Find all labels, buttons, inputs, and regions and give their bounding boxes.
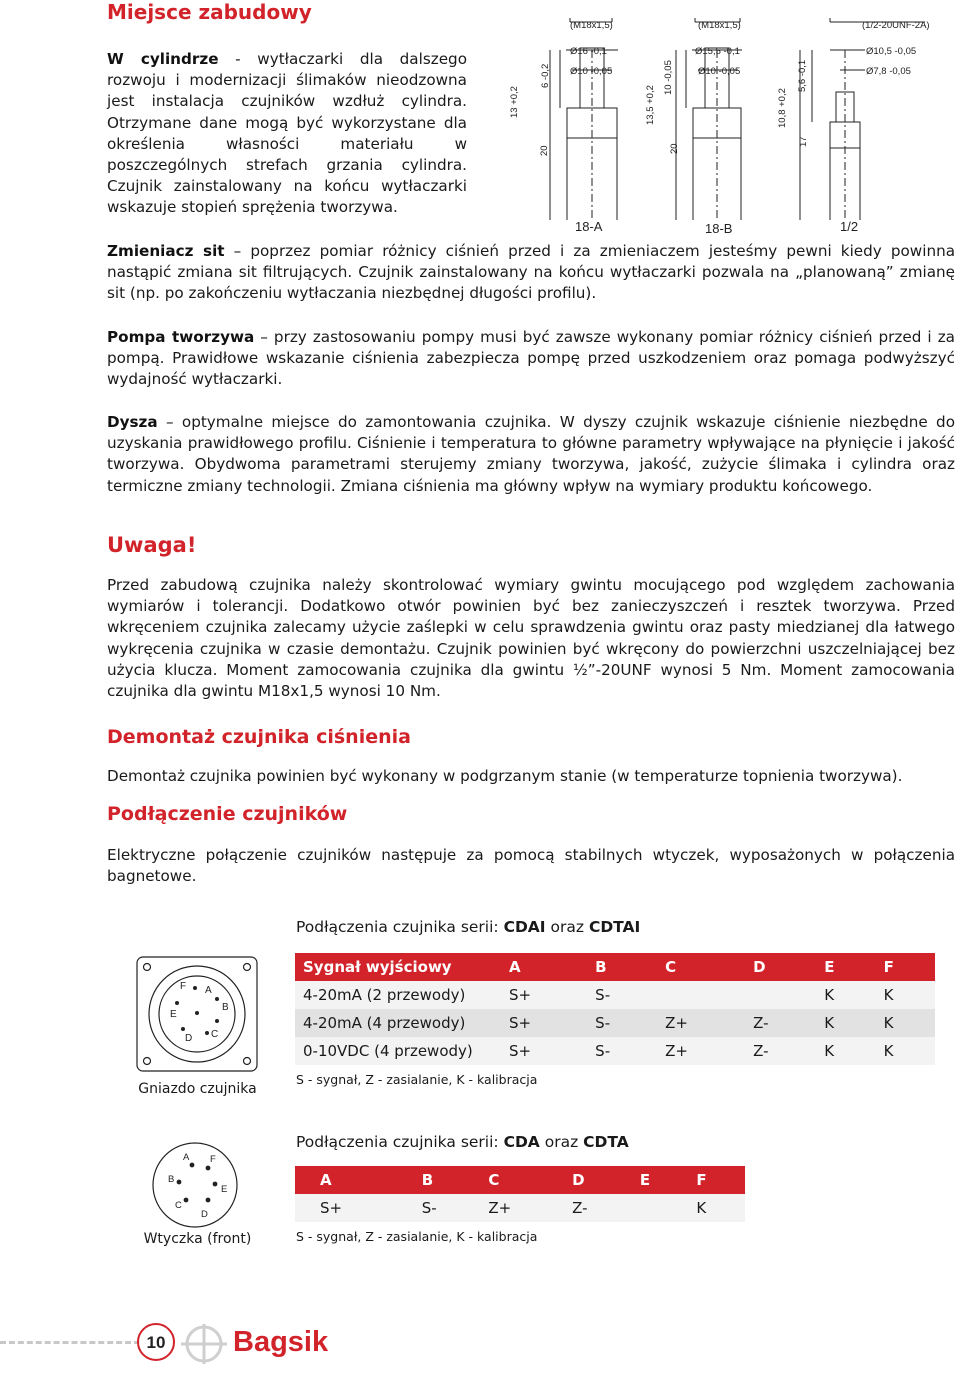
socket-pin-a: A [205,985,212,996]
table1-note: S - sygnał, Z - zasialanie, K - kalibracja [296,1072,538,1087]
s1-dim-body: 20 [539,145,550,156]
s2-dim-len: 13,5 +0,2 [645,85,656,125]
s3-dim-body: 17 [798,136,809,147]
table-cell: 0-10VDC (4 przewody) [295,1037,501,1065]
table-cell [632,1194,689,1222]
connection-table-2 [295,1166,745,1222]
table-cell: S+ [501,981,587,1009]
s1-dim-top: 6 -0,2 [540,63,551,88]
table1-header-row [295,953,935,981]
s3-dia-outer: Ø10,5 -0,05 [866,46,917,57]
table-cell: K [816,1037,875,1065]
socket-pin-b: B [222,1002,229,1013]
table2-header: B [414,1166,481,1194]
plug-pin-e: E [221,1184,228,1195]
warning-heading: Uwaga! [107,533,197,557]
table2-title-mid: oraz [539,1133,584,1151]
table-cell: S+ [295,1194,414,1222]
table-cell: S- [587,1009,657,1037]
plug-pin-a: A [183,1152,190,1163]
s3-dim-len: 10,8 +0,2 [777,88,788,128]
socket-pin-d: D [185,1033,193,1044]
warning-text: Przed zabudową czujnika należy skontrolować wymiary gwintu mocującego pod względem zachowania wymiarów i tolerancji. Dodatkowo otwór powinien być bez zanieczyszczeń i resztek tworzywa. Przed wkręceniem czujnika zalecamy użycie zaślepki w celu sprawdzenia gwintu oraz pasty miedzianej dla łatwego wykręcenia czujnika w czasie demontażu. Czujnik powinien być wkręcony do powierzchni uszczelniającej bez użycia klucza. Moment zamocowania czujnika dla gwintu ½”-20UNF wynosi 5 Nm. Moment zamocowania czujnika dla gwintu M18x1,5 wynosi 10 Nm. [107,576,955,701]
sensor-drawings [500,10,940,245]
table-cell [745,981,816,1009]
socket-pin-c: C [211,1029,219,1040]
footer-divider [0,1341,140,1344]
brand-logo: Bagsik [233,1326,329,1358]
table1-header: D [745,953,816,981]
s3-dia-inner: Ø7,8 -0,05 [866,66,911,77]
p3-text: – optymalne miejsce do zamontowania czujnika. W dyszy czujnik wskazuje ciśnienie niezbędne do uzyskania prawidłowego profilu. Ciśnienie i temperatura to główne parametry wpływające na płynięcie i jakość tworzywa. Obydwoma parametrami sterujemy zmiany tworzywa, jakość, zużycie ślimaka i cylindra oraz termiczne zmiany technologii. Zmiana ciśnienia ma główny wpływ na wymiary produktu końcowego. [107,413,955,495]
intro-bold: W cylindrze [107,50,219,68]
table1-header: F [876,953,935,981]
table-cell: 4-20mA (2 przewody) [295,981,501,1009]
table2-header: C [480,1166,564,1194]
plug-diagram [150,1140,240,1230]
p2-text: – przy zastosowaniu pompy musi być zawsze wykonany pomiar różnicy ciśnień przed i za pompą. Prawidłowe wskazanie ciśnienia zabezpiecza pompę przed uszkodzeniem oraz pomaga podwyższyć wydajność wytłaczarki. [107,328,955,389]
table2-header: E [632,1166,689,1194]
table2-title-b: CDTA [583,1133,629,1151]
p3-bold: Dysza [107,413,158,431]
table2-note: S - sygnał, Z - zasialanie, K - kalibracja [296,1229,538,1244]
table-cell: S- [587,981,657,1009]
s3-dim-top: 5,6 -0,1 [797,59,808,92]
s2-dim-body: 20 [669,143,680,154]
table-cell: S+ [501,1037,587,1065]
table-cell: Z+ [657,1037,745,1065]
p2-bold: Pompa tworzywa [107,328,255,346]
table1-title-mid: oraz [545,918,589,936]
p1-bold: Zmieniacz sit [107,242,225,260]
s2-label: 18-B [705,221,733,236]
dismount-heading: Demontaż czujnika ciśnienia [107,726,411,748]
s1-thread: (M18x1,5) [570,20,613,31]
connection-table-1 [295,953,935,1065]
table2-header-row [295,1166,745,1194]
table-cell: S+ [501,1009,587,1037]
intro-text: - wytłaczarki dla dalszego rozwoju i modernizacji ślimaków nieodzowna jest instalacja czujników wzdłuż cylindra. Otrzymane dane mogą być wykorzystane dla określenia własności materiału w poszczególnych strefach grzania cylindra. Czujnik zainstalowany na końcu wytłaczarki wskazuje stopień sprężenia tworzywa. [107,50,467,217]
table-row [295,1009,935,1037]
s2-dim-top: 10 -0,05 [663,60,674,95]
table1-header: A [501,953,587,981]
plug-pin-d: D [201,1209,208,1220]
table2-title [296,1133,629,1151]
table-cell: S- [414,1194,481,1222]
s1-label: 18-A [575,219,603,234]
plug-pin-f: F [210,1154,216,1165]
table1-header: C [657,953,745,981]
table-row [295,1037,935,1065]
paragraph-pump [107,327,955,391]
s2-thread: (M18x1,5) [698,20,741,31]
table-cell: 4-20mA (4 przewody) [295,1009,501,1037]
table-cell [657,981,745,1009]
socket-pin-e: E [170,1009,177,1020]
table2-header: F [688,1166,745,1194]
table-cell: Z- [745,1009,816,1037]
table1-header: B [587,953,657,981]
table-cell: K [816,981,875,1009]
s3-label: 1/2 [840,219,859,234]
table2-title-a: CDA [503,1133,540,1151]
table2-title-prefix: Podłączenia czujnika serii: [296,1133,504,1151]
table-cell: K [876,1009,935,1037]
table-cell: Z- [745,1037,816,1065]
table1-header: Sygnał wyjściowy [295,953,501,981]
footer-page-badge [137,1322,237,1366]
socket-caption: Gniazdo czujnika [138,1081,257,1097]
socket-pin-f: F [180,981,187,992]
page-number: 10 [146,1333,166,1352]
section-heading: Miejsce zabudowy [107,0,312,24]
s1-dia-outer: Ø16 -0,1 [570,46,607,57]
s3-thread: (1/2-20UNF-2A) [862,20,930,31]
table1-title-prefix: Podłączenia czujnika serii: [296,918,504,936]
paragraph-screen-changer [107,241,955,305]
plug-caption: Wtyczka (front) [143,1231,252,1247]
table2-header: D [564,1166,632,1194]
p1-text: – poprzez pomiar różnicy ciśnień przed i za zmieniaczem jesteśmy pewni kiedy powinna nastąpić zmiana sit filtrujących. Czujnik zainstalowany na końcu wytłaczarki pozwala na „planowaną” zmianę sit (np. po zakończeniu wytłaczania niezbędnej długości profilu). [107,242,956,303]
dismount-text: Demontaż czujnika powinien być wykonany w podgrzanym stanie (w temperaturze topnienia tworzywa). [107,767,903,785]
table1-title [296,918,640,936]
table-row [295,981,935,1009]
s1-dim-len: 13 +0,2 [509,86,520,118]
connection-heading: Podłączenie czujników [107,803,348,825]
table2-header: A [295,1166,414,1194]
table-cell: Z- [564,1194,632,1222]
table1-title-a: CDAI [503,918,546,936]
table-cell: K [876,1037,935,1065]
table1-title-b: CDTAI [588,918,641,936]
s2-dia-inner: Ø10 -0,05 [698,66,741,77]
connection-text: Elektryczne połączenie czujników następuje za pomocą stabilnych wtyczek, wyposażonych w połączenia bagnetowe. [107,846,955,886]
table-cell: K [816,1009,875,1037]
s1-dia-inner: Ø10 -0,05 [570,66,613,77]
s2-dia-outer: Ø15,5 -0,1 [695,46,740,57]
paragraph-die [107,412,955,497]
table-row [295,1194,745,1222]
table-cell: Z+ [480,1194,564,1222]
table-cell: S- [587,1037,657,1065]
plug-pin-c: C [175,1200,182,1211]
table-cell: K [688,1194,745,1222]
intro-paragraph [107,49,467,219]
plug-pin-b: B [168,1174,175,1185]
socket-diagram [135,955,260,1075]
table-cell: Z+ [657,1009,745,1037]
table1-header: E [816,953,875,981]
table-cell: K [876,981,935,1009]
